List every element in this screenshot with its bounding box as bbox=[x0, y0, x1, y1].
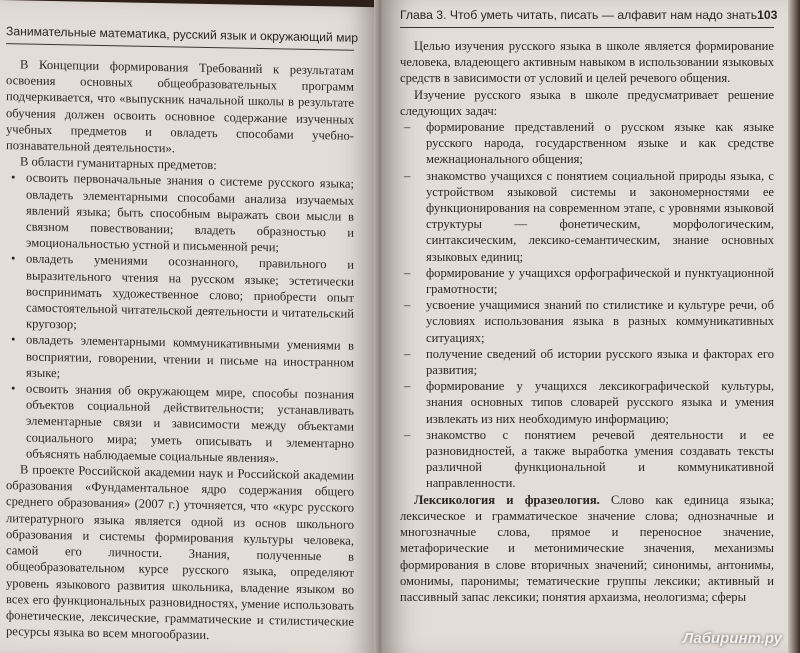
task-item: – формирование у учащихся орфографической и пунктуационной грамотности; bbox=[400, 265, 774, 297]
watermark-logo: Лабиринт.ру bbox=[682, 630, 782, 647]
lexicology-heading: Лексикология и фразеология. bbox=[414, 492, 600, 507]
task-item: – получение сведений об истории русского языка и факторах его развития; bbox=[400, 346, 774, 378]
lexicology-text: Слово как единица языка; лексическое и грамматическое значение слова; однозначные и многозначные слова, прямое и переносное значение, метафорические и метонимические значения, механизмы формирования в слове вторичных значений; синонимы, антонимы, омонимы, паронимы; тематические группы лексики; активный и пассивный запас лексики; понятия архаизма, неологизма; сферы bbox=[400, 492, 774, 604]
bullet-item: • освоить первоначальные знания о системе русского языка; овладеть элементарными способами анализа изучаемых явлений языка; быть способным выражать свои мысли в связном повествовании; владеть образностью и эмоциональностью устной и письменной речи; bbox=[6, 170, 354, 258]
task-item: – знакомство учащихся с понятием социальной природы языка, с устройством языковой системы и закономерностями ее функционирования на современном этапе, с уровнями языковой структуры — фонетическим, морфологическим, синтаксическим, лексико-семантическим, знание основных языковых единиц; bbox=[400, 168, 774, 265]
bullet-item: • овладеть элементарными коммуникативными умениями в восприятии, говорении, чтении и письме на иностранном языке; bbox=[6, 332, 354, 387]
task-item: – формирование представлений о русском языке как языке русского народа, государственном языке и как средстве межнационального общения; bbox=[400, 119, 774, 168]
task-item: – знакомство с понятием речевой деятельности и ее разновидностей, а также выработка умения создавать тексты различной функциональной и коммуникативной направленности. bbox=[400, 427, 774, 492]
bullet-item: • овладеть умениями осознанного, правильного и выразительного чтения на русском языке; эстетически воспринимать художественное слово; приобрести опыт самостоятельной читательской деятельности и читательский кругозор; bbox=[6, 251, 354, 339]
task-item: – усвоение учащимися знаний по стилистике и культуре речи, об условиях использования языка в разных коммуникативных ситуациях; bbox=[400, 297, 774, 346]
left-running-head: Занимательные математика, русский язык и окружающий мир bbox=[6, 24, 354, 51]
task-list bbox=[400, 119, 774, 492]
paragraph-intro: В Концепции формирования Требований к результатам освоения основных общеобразовательных программ подчеркивается, что «выпускник начальной школы в результате обучения должен освоить основное содержание изученных учебных предметов и овладеть способами учебно-познавательной деятельности». bbox=[6, 57, 354, 156]
left-body-text bbox=[6, 56, 354, 646]
right-page bbox=[382, 0, 788, 653]
task-item: – формирование у учащихся лексикографической культуры, знания основных типов словарей русского языка и умения извлекать из них необходимую информацию; bbox=[400, 378, 774, 427]
bullet-item: • освоить знания об окружающем мире, способы познания объектов социальной действительности; устанавливать элементарные связи и зависимости между объектами социального мира; уметь описывать и элементарно объяснять наблюдаемые социальные явления». bbox=[6, 380, 354, 468]
page-number: 103 bbox=[757, 8, 778, 22]
right-running-head bbox=[400, 8, 778, 28]
left-page bbox=[0, 0, 378, 653]
bullet-list bbox=[6, 170, 354, 468]
paragraph-project: В проекте Российской академии наук и Российской академии образования «Фундаментальное ядро содержания общего среднего образования» (2007 г.) уточняется, что «курс русского литературного языка является одной из основ школьного образования и системы формирования культуры человека, самой его личности. Знания, полученные в общеобразовательном курсе русского языка, определяют уровень языкового развития школьника, владение языком во всех его функциональных разновидностях, умение использовать фонетические, лексические, грамматические и стилистические ресурсы языка во всем многообразии. bbox=[6, 462, 354, 643]
paragraph-humanitarian: В области гуманитарных предметов: bbox=[20, 154, 217, 173]
page-edge bbox=[788, 0, 800, 653]
paragraph-lexicology bbox=[400, 492, 774, 605]
paragraph-goal: Целью изучения русского языка в школе является формирование человека, владеющего активным навыком в использовании языковых средств в зависимости от условий и целей речевого общения. bbox=[400, 39, 774, 86]
paragraph-tasks: Изучение русского языка в школе предусматривает решение следующих задач: bbox=[400, 87, 774, 118]
chapter-title: Глава 3. Чтоб уметь читать, писать — алфавит нам надо знать bbox=[400, 8, 758, 22]
right-body-text bbox=[400, 38, 774, 605]
